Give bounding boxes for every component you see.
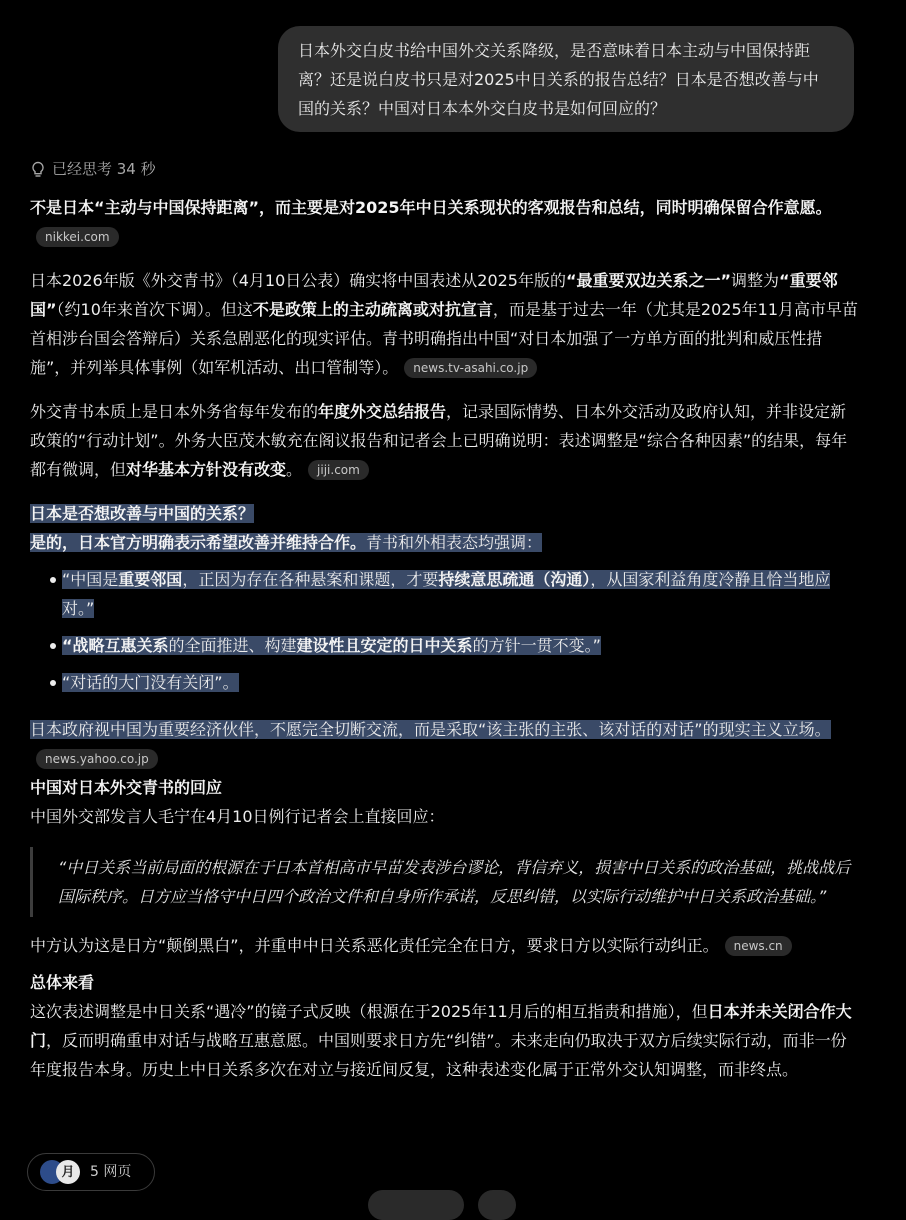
text: 日本2026年版《外交青书》（4月10日公表）确实将中国表述从2025年版的 [30,271,566,290]
bottom-action-button[interactable] [368,1190,464,1220]
text: （约10年来首次下调）。但这 [56,300,253,319]
list-item [30,565,860,623]
heading-text: 中国对日本外交青书的回应 [30,778,223,797]
answer-paragraph-7 [30,931,860,960]
bold-text: 日本并未关闭合作大门 [30,1002,852,1050]
source-chip-yahoo[interactable]: news.yahoo.co.jp [36,749,158,769]
text: ，正因为存在各种悬案和课题，才要 [182,570,439,589]
bold-text: “战略互惠关系 [62,636,169,655]
list-item [30,668,860,697]
text: 的全面推进、构建 [168,636,297,655]
bold-text: “重要邻国” [30,271,838,319]
bullet-dot [50,577,56,583]
bold-text: 年度外交总结报告 [318,402,447,421]
bold-text: 持续意思疏通（沟通） [438,570,591,589]
sources-button[interactable] [27,1153,155,1191]
text: ，记录国际情势、日本外交活动及政府认知，并非设定新政策的“行动计划”。外务大臣茂木敏充在阁议报告和记者会上已明确说明：表述调整是“综合各种因素”的结果，每年都有微调，但 [30,402,848,479]
lightbulb-icon [30,161,46,179]
bold-text: 不是日本“主动与中国保持距离”，而主要是对2025年中日关系现状的客观报告和总结，同时明确保留合作意愿。 [30,198,832,217]
list-item [30,631,860,660]
heading-text: 总体来看 [30,973,95,992]
text: ，从国家利益角度冷静且恰当地应对。” [62,570,831,618]
bullet-list [30,565,860,697]
text: 调整为 [731,271,780,290]
user-message-text: 日本外交白皮书给中国外交关系降级，是否意味着日本主动与中国保持距离？还是说白皮书只是对2025中日关系的报告总结？日本是否想改善与中国的关系？中国对日本本外交白皮书是如何回应的？ [298,41,819,118]
thinking-toggle[interactable] [30,155,156,184]
section-heading-improve [30,499,860,528]
sources-label: 5 网页 [90,1163,132,1180]
bold-text: 重要邻国 [118,570,183,589]
answer-paragraph-3 [30,397,860,484]
text: ，而是基于过去一年（尤其是2025年11月高市早苗首相涉台国会答辩后）关系急剧恶化的现实评估。青书明确指出中国“对日本加强了一方单方面的批判和威压性措施”，并列举具体事例（如军机活动、出口管制等）。 [30,300,859,377]
bullet-dot [50,680,56,686]
user-message-bubble [278,26,854,132]
answer-paragraph-5 [30,715,860,773]
source-chip-nikkei[interactable]: nikkei.com [36,227,119,247]
bold-text: 对华基本方针没有改变 [126,460,287,479]
answer-paragraph-2 [30,266,860,382]
heading-text: 日本是否想改善与中国的关系？ [30,504,255,523]
source-chip-jiji[interactable]: jiji.com [308,460,369,480]
bold-text: 是的，日本官方明确表示希望改善并维持合作。 [30,533,367,552]
bold-text: 建设性且安定的日中关系 [296,636,473,655]
text: “中国是 [62,570,119,589]
bottom-round-button[interactable] [478,1190,516,1220]
thinking-label: 已经思考 34 秒 [52,160,156,178]
section-heading-summary [30,968,860,997]
bold-text: “最重要双边关系之一” [565,271,732,290]
text: 的方针一贯不变。” [472,636,601,655]
answer-paragraph-4 [30,528,860,557]
text: 外交青书本质上是日本外务省每年发布的 [30,402,319,421]
blockquote [30,847,860,917]
assistant-answer [30,193,860,1084]
text: “对话的大门没有关闭”。 [62,673,239,692]
answer-paragraph-6: 中国外交部发言人毛宁在4月10日例行记者会上直接回应： [30,807,445,826]
text: 。 [286,460,303,479]
bold-text: 不是政策上的主动疏离或对抗宣言 [252,300,493,319]
source-chip-xinhua[interactable]: news.cn [725,936,792,956]
quote-text: “中日关系当前局面的根源在于日本首相高市早苗发表涉台谬论，背信弃义，损害中日关系的政治基础，挑战战后国际秩序。日方应当恪守中日四个政治文件和自身所作承诺，反思纠错，以实际行动维护中日关系政治基础。” [58,858,851,906]
text: 日本政府视中国为重要经济伙伴，不愿完全切断交流，而是采取“该主张的主张、该对话的对话”的现实主义立场。 [30,720,831,739]
text: ，反而明确重申对话与战略互惠意愿。中国则要求日方先“纠错”。未来走向仍取决于双方后续实际行动，而非一份年度报告本身。历史上中日关系多次在对立与接近间反复，这种表述变化属于正常外交认知调整，而非终点。 [30,1031,847,1079]
answer-paragraph-8 [30,997,860,1084]
source-chip-tv-asahi[interactable]: news.tv-asahi.co.jp [404,358,537,378]
answer-paragraph-1 [30,193,860,251]
source-favicon-icon: 月 [56,1160,80,1184]
bullet-dot [50,643,56,649]
text: 青书和外相表态均强调： [366,533,543,552]
section-heading-china-response [30,773,860,802]
text: 中方认为这是日方“颠倒黑白”，并重申中日关系恶化责任完全在日方，要求日方以实际行动纠正。 [30,936,719,955]
text: 这次表述调整是中日关系“遇冷”的镜子式反映（根源在于2025年11月后的相互指责和措施），但 [30,1002,708,1021]
